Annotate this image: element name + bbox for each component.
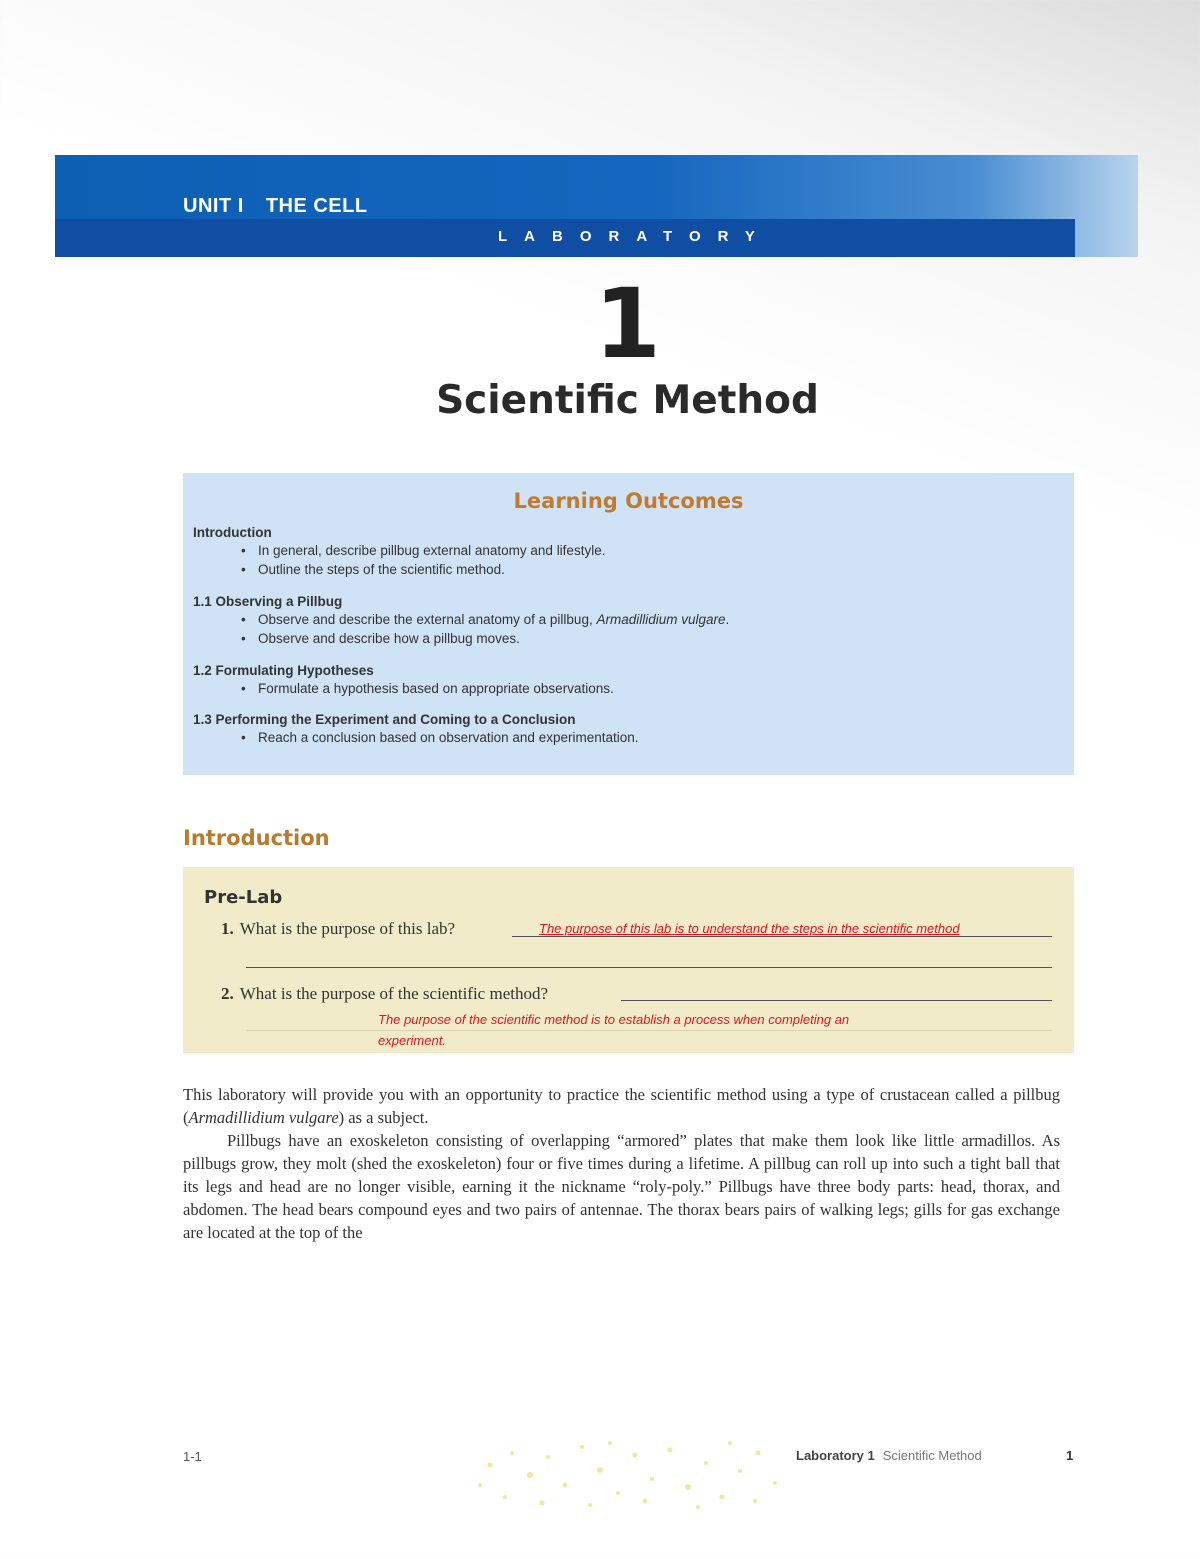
outcome-item: • Formulate a hypothesis based on appropriate observations. [241, 681, 614, 697]
outcome-item [241, 612, 729, 628]
outcome-list [193, 681, 614, 697]
introduction-body [183, 1083, 1060, 1244]
outcome-list [193, 730, 639, 746]
paragraph-text: This laboratory will provide you with an opportunity to practice the scientific method using a type of crustacean called a pillbug ( [183, 1085, 1060, 1127]
answer-line [512, 936, 1052, 937]
introduction-heading: Introduction [183, 826, 330, 850]
outcome-list [193, 543, 605, 578]
page-number: 1 [1066, 1448, 1074, 1463]
learning-outcomes-title: Learning Outcomes [513, 489, 744, 513]
outcome-heading: Introduction [193, 525, 272, 540]
outcome-section-1-2 [193, 663, 614, 700]
footer-running-title [796, 1448, 982, 1463]
answer-2-line-1[interactable]: The purpose of the scientific method is to establish a process when completing an [378, 1012, 850, 1027]
answer-line [246, 1030, 1052, 1031]
lab-number: 1 [594, 268, 661, 380]
outcome-item: • Outline the steps of the scientific method. [241, 562, 605, 578]
species-name: Armadillidium vulgare [188, 1108, 339, 1127]
paragraph [183, 1083, 1060, 1129]
paragraph-text: ) as a subject. [338, 1108, 429, 1127]
footer-page-ref: 1-1 [183, 1449, 202, 1464]
prelab-box [183, 867, 1074, 1053]
unit-title: THE CELL [265, 195, 368, 217]
learning-outcomes-box [183, 473, 1074, 775]
paragraph: Pillbugs have an exoskeleton consisting of overlapping “armored” plates that make them look like little armadillos. As pillbugs grow, they molt (shed the exoskeleton) four or five times during a lifetime. A pillbug can roll up into such a tight ball that its legs and head are no longer visible, earning it the nickname “roly-poly.” Pillbugs have three body parts: head, thorax, and abdomen. The head bears compound eyes and two pairs of antennae. The thorax bears pairs of walking legs; gills for gas exchange are located at the top of the [183, 1131, 1060, 1242]
outcome-text: Observe and describe the external anatomy of a pillbug, [258, 612, 597, 627]
answer-line [621, 1000, 1052, 1001]
answer-1-text[interactable]: The purpose of this lab is to understand the steps in the scientific method [539, 921, 960, 936]
outcome-item: • Observe and describe how a pillbug moves. [241, 631, 729, 647]
laboratory-label: LABORATORY [498, 228, 772, 245]
prelab-question-1 [221, 919, 455, 939]
outcome-text-end: . [725, 612, 730, 627]
decorative-dots [470, 1435, 790, 1515]
prelab-title: Pre-Lab [204, 887, 283, 908]
outcome-item: • Reach a conclusion based on observation and experimentation. [241, 730, 639, 746]
footer-lab-title: Scientific Method [882, 1448, 982, 1463]
species-name: Armadillidium vulgare [596, 612, 726, 627]
question-text: What is the purpose of this lab? [239, 919, 456, 938]
footer-lab-label: Laboratory 1 [796, 1448, 875, 1463]
outcome-heading: 1.2 Formulating Hypotheses [193, 663, 374, 678]
outcome-heading: 1.1 Observing a Pillbug [193, 594, 343, 609]
answer-2-line-2[interactable]: experiment. [378, 1033, 446, 1048]
answer-line [246, 967, 1052, 968]
question-number: 1. [221, 919, 234, 938]
page-title: Scientific Method [436, 378, 819, 423]
outcome-item: • In general, describe pillbug external anatomy and lifestyle. [241, 543, 605, 559]
outcome-heading: 1.3 Performing the Experiment and Coming to a Conclusion [193, 712, 576, 727]
unit-label [183, 195, 368, 218]
outcome-section-1-3 [193, 712, 639, 749]
prelab-question-2 [221, 984, 548, 1004]
outcome-list [193, 612, 729, 647]
question-number: 2. [221, 984, 234, 1003]
question-text: What is the purpose of the scientific method? [239, 984, 549, 1003]
unit-number: UNIT I [183, 195, 244, 217]
outcome-section-1-1 [193, 594, 729, 650]
laboratory-strip [55, 219, 1075, 257]
outcome-section-introduction [193, 525, 605, 581]
